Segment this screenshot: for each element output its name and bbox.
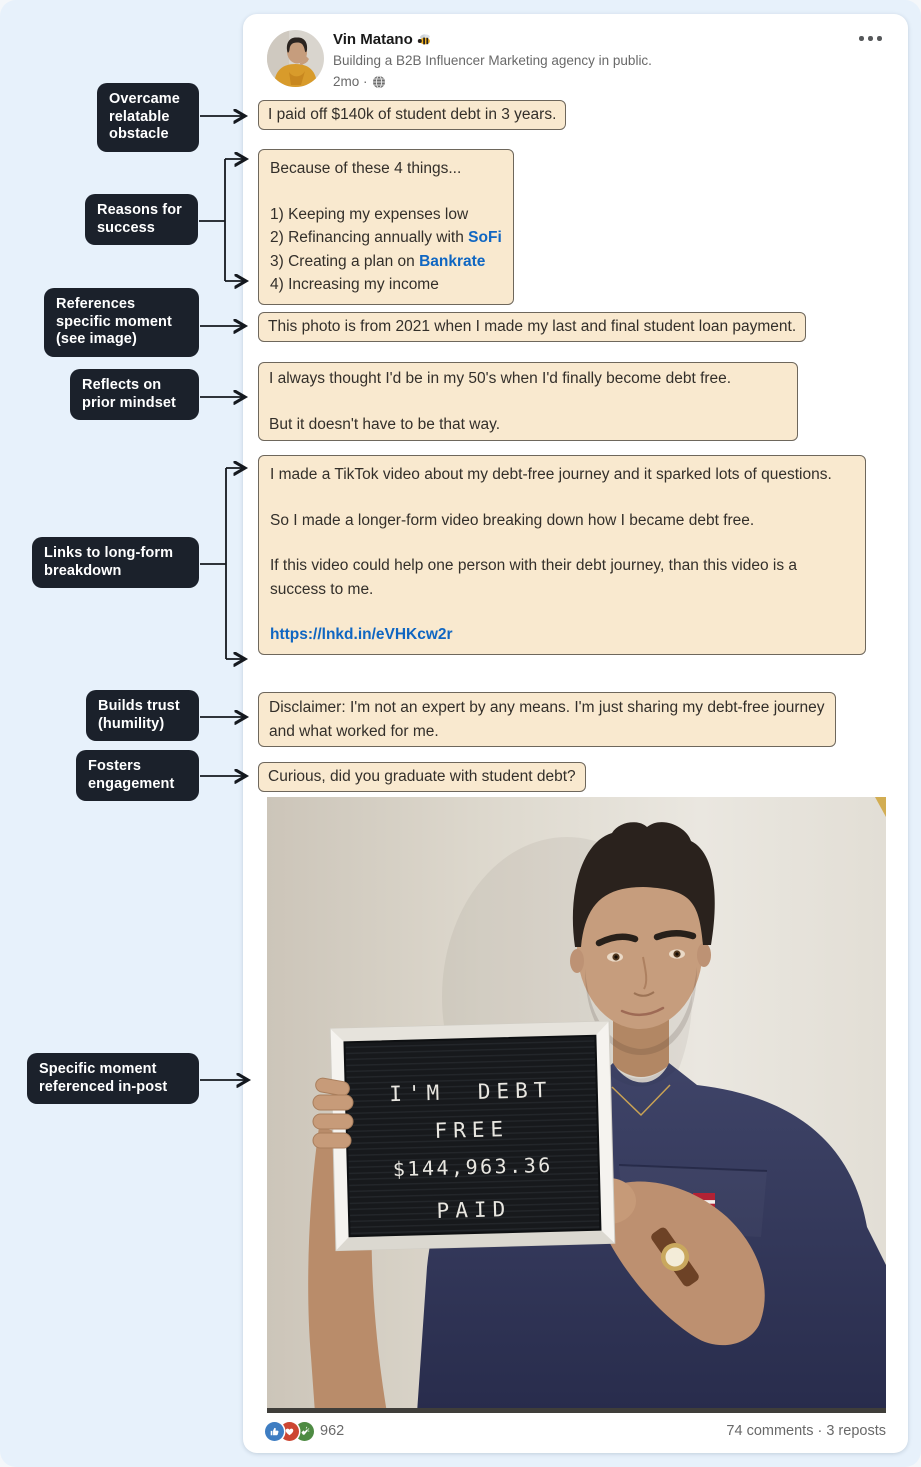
sofi-link[interactable]: SoFi (468, 229, 502, 246)
reason-item-3 (270, 250, 502, 274)
post-menu-icon[interactable] (855, 32, 886, 45)
post-timestamp (333, 74, 386, 89)
annotation-fosters-engagement: Fosters engagement (76, 750, 199, 801)
comments-reposts-meta[interactable]: 74 comments · 3 reposts (726, 1423, 886, 1439)
annotation-reasons-success: Reasons for success (85, 194, 198, 245)
post-mindset-block (258, 362, 798, 441)
video-link[interactable]: https://lnkd.in/eVHKcw2r (270, 626, 453, 643)
post-time-text: 2mo · (333, 74, 368, 89)
reason-item-3-text: 3) Creating a plan on (270, 252, 420, 270)
annotation-longform-breakdown: Links to long-form breakdown (32, 537, 199, 588)
author-name[interactable] (333, 31, 432, 48)
post-photo-reference-line: This photo is from 2021 when I made my last and final student loan payment. (258, 312, 806, 342)
photo-illustration (267, 797, 886, 1413)
post-question-line: Curious, did you graduate with student debt? (258, 762, 586, 792)
post-footer (265, 1418, 886, 1444)
letterboard-line-1: I'M DEBT (388, 1077, 553, 1107)
annotation-references-moment: References specific moment (see image) (44, 288, 199, 357)
annotation-builds-trust: Builds trust (humility) (86, 690, 199, 741)
avatar[interactable] (267, 30, 324, 87)
reason-item-4: 4) Increasing my income (270, 276, 439, 293)
post-video-block (258, 455, 866, 655)
reasons-intro: Because of these 4 things... (270, 160, 462, 177)
post-reasons-block (258, 149, 514, 305)
letterboard (330, 1021, 615, 1250)
post-photo[interactable] (267, 797, 886, 1413)
letterboard-line-4: PAID (436, 1197, 512, 1223)
video-paragraph-2: So I made a longer-form video breaking down how I became debt free. (270, 511, 755, 529)
author-headline: Building a B2B Influencer Marketing agency in public. (333, 53, 652, 68)
post-hook-line: I paid off $140k of student debt in 3 years. (258, 100, 566, 130)
avatar-illustration (267, 30, 324, 87)
bee-icon (417, 33, 432, 46)
letterboard-line-2: FREE (434, 1117, 510, 1143)
post-card (243, 14, 908, 1453)
video-paragraph-3: If this video could help one person with their debt journey, than this video is a success to me. (270, 557, 798, 598)
post-disclaimer-block: Disclaimer: I'm not an expert by any means. I'm just sharing my debt-free journey and what worked for me. (258, 692, 836, 747)
mindset-paragraph-1: I always thought I'd be in my 50's when I'd finally become debt free. (269, 370, 732, 387)
video-paragraph-1: I made a TikTok video about my debt-free journey and it sparked lots of questions. (270, 466, 832, 483)
reactions-count: 962 (320, 1423, 345, 1439)
letterboard-line-3: $144,963.36 (392, 1152, 554, 1182)
reason-item-2 (270, 226, 502, 250)
like-icon (265, 1422, 284, 1441)
mindset-paragraph-2: But it doesn't have to be that way. (269, 415, 501, 433)
globe-icon (372, 75, 386, 89)
reactions-group[interactable] (265, 1422, 344, 1441)
annotation-prior-mindset: Reflects on prior mindset (70, 369, 199, 420)
annotation-overcame-obstacle: Overcame relatable obstacle (97, 83, 199, 152)
annotation-specific-moment: Specific moment referenced in-post (27, 1053, 199, 1104)
bankrate-link[interactable]: Bankrate (419, 252, 486, 270)
reason-item-1: 1) Keeping my expenses low (270, 205, 469, 223)
reason-item-2-text: 2) Refinancing annually with (270, 229, 469, 246)
author-name-text: Vin Matano (333, 31, 413, 48)
